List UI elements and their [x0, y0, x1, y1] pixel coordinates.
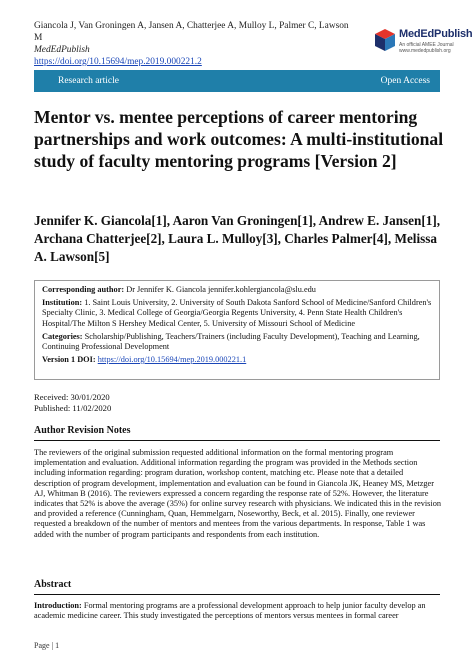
header-doi-link[interactable]: https://doi.org/10.15694/mep.2019.000221.2 — [34, 57, 202, 67]
institution-label: Institution: — [42, 297, 83, 307]
categories-text: Scholarship/Publishing, Teachers/Trainers (including Faculty Development), Teaching and Learning, Continuing Professional Development — [42, 331, 420, 352]
version-doi-label: Version 1 DOI: — [42, 354, 96, 364]
version-doi — [42, 355, 432, 365]
abstract-introduction — [34, 601, 442, 621]
institution — [42, 298, 432, 329]
author-byline: Jennifer K. Giancola[1], Aaron Van Groningen[1], Andrew E. Jansen[1], Archana Chatterjee[2], Laura L. Mulloy[3], Charles Palmer[4], Melissa A. Lawson[5] — [34, 213, 441, 264]
mededpublish-logo — [374, 24, 473, 66]
version-doi-link[interactable]: https://doi.org/10.15694/mep.2019.000221.1 — [97, 354, 247, 364]
logo-tagline-2: www.mededpublish.org — [399, 48, 451, 54]
article-title: Mentor vs. mentee perceptions of career mentoring partnerships and work outcomes: A multi-institutional study of faculty mentoring programs [Version 2] — [34, 107, 444, 171]
categories — [42, 332, 432, 353]
corresponding-author-label: Corresponding author: — [42, 285, 125, 294]
article-info-box — [34, 280, 440, 380]
introduction-text: Formal mentoring programs are a professional development approach to help junior faculty develop an academic medicine career. This study investigated the perceptions of mentors versus mentees in formal career — [34, 601, 426, 621]
corresponding-author-text: Dr Jennifer K. Giancola jennifer.kohlergiancola@slu.edu — [124, 285, 316, 294]
institution-text: 1. Saint Louis University, 2. University of South Dakota Sanford School of Medicine/Sanford Children's Specialty Clinic, 3. Medical College of Georgia/Georgia Regents University, 4. Penn State Health Children's Hospital/The Milton S Hershey Medical Center, 5. University of Missouri School of Medicine — [42, 297, 432, 328]
open-access-label: Open Access — [380, 76, 430, 86]
page-number: Page | 1 — [34, 641, 60, 650]
article-type-label: Research article — [58, 76, 119, 86]
revision-notes-heading: Author Revision Notes — [34, 424, 440, 441]
received-date: Received: 30/01/2020 — [34, 392, 110, 402]
introduction-label: Introduction: — [34, 601, 82, 610]
header-journal: MedEdPublish — [34, 45, 90, 55]
logo-tagline — [399, 42, 454, 54]
abstract-heading: Abstract — [34, 578, 440, 595]
revision-notes-body: The reviewers of the original submission requested additional information on the formal mentoring program implementation and evaluation. Additional information regarding the program was provided in the Methods section including information regarding: program duration, workshop content, matching etc. Please note that a detailed description of program development, implementation and evaluation can be found in Giancola JK, Heaney MS, Metzger AJ, Whitman B (2016). The reviewers expressed a concern regarding the response rate of 52%. However, the literature indicates that 52% is above the average (35%) for online survey research with physicians. We indicated this in the revision and provided a reference (Cunningham, Quan, Hemmelgarn, Noseworthy, Beck, et al. 2015). Finally, one reviewer requested a breakdown of the number of mentors and mentees from the various departments. In response, Table 1 was added with the number of program participants and respondents from each institution. — [34, 448, 441, 539]
header-authors: Giancola J, Van Groningen A, Jansen A, Chatterjee A, Mulloy L, Palmer C, Lawson M — [34, 21, 349, 43]
logo-brand: MedEdPublish — [399, 28, 473, 40]
logo-tagline-1: An official AMEE Journal — [399, 42, 454, 48]
logo-cube-icon — [374, 28, 396, 52]
corresponding-author — [42, 285, 432, 295]
running-header — [34, 20, 354, 68]
article-type-banner — [34, 70, 440, 92]
publication-dates — [34, 392, 111, 414]
published-date: Published: 11/02/2020 — [34, 403, 112, 413]
categories-label: Categories: — [42, 331, 83, 341]
